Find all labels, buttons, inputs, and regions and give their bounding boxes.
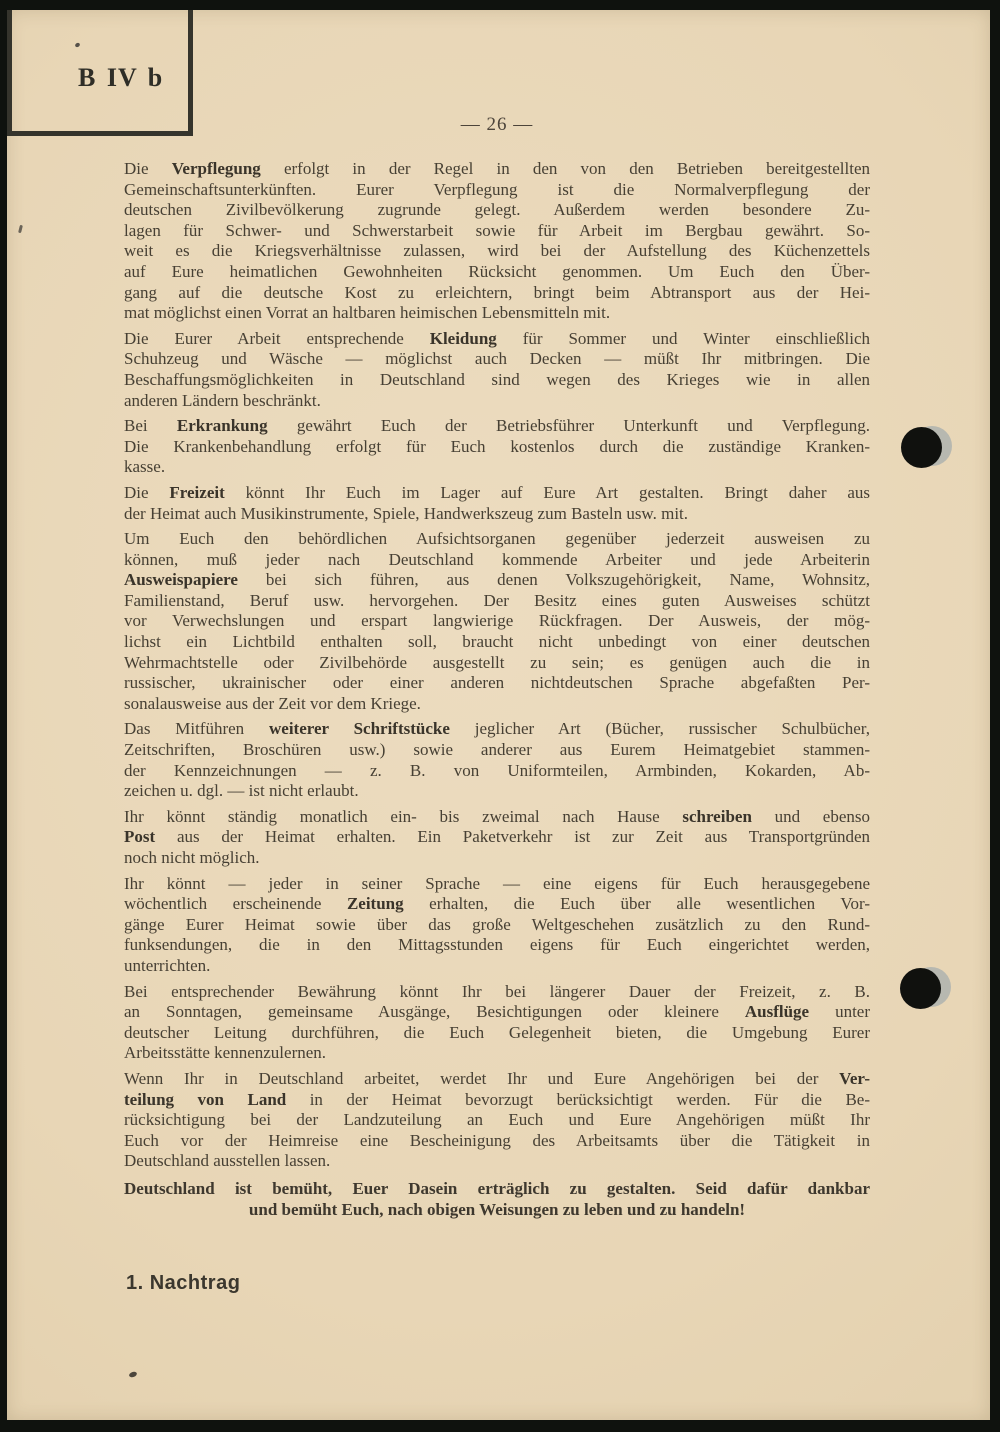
text-line <box>124 483 870 504</box>
text-line <box>124 781 870 802</box>
page-content <box>124 159 870 1220</box>
body-text: und bemüht Euch, nach obigen Weisungen zu leben und zu handeln! <box>248 1199 746 1219</box>
body-text: lichst ein Lichtbild enthalten soll, braucht nicht unbedingt von einer deutschen <box>124 632 870 652</box>
body-text: für Sommer und Winter einschließlich <box>496 328 870 348</box>
paragraph <box>124 807 870 869</box>
body-text: Wehrmachtstelle oder Zivilbehörde ausgestellt zu sein; es genügen auch die in <box>124 652 870 672</box>
text-line <box>124 1151 870 1172</box>
body-text: aus der Heimat erhalten. Ein Paketverkehr ist zur Zeit aus Transportgründen <box>155 827 870 847</box>
text-line <box>124 283 870 304</box>
text-line <box>124 1200 870 1221</box>
body-text: Beschaffungsmöglichkeiten in Deutschland sind wegen des Krieges wie in allen <box>124 369 870 389</box>
body-text: russischer, ukrainischer oder einer anderen nichtdeutschen Sprache abgefaßten Per- <box>124 673 870 693</box>
paragraph <box>124 329 870 411</box>
body-text: erfolgt in der Regel in den von den Betrieben bereitgestellten <box>260 159 870 178</box>
body-text: kasse. <box>124 457 166 477</box>
body-text: rücksichtigung bei der Landzuteilung an Euch und Eure Angehörigen müßt Ihr <box>124 1110 870 1130</box>
body-text: Bei <box>124 416 177 436</box>
text-line <box>124 1023 870 1044</box>
body-text: zeichen u. dgl. — ist nicht erlaubt. <box>124 781 359 801</box>
body-text: Deutschland ist bemüht, Euer Dasein erträglich zu gestalten. Seid dafür dankbar <box>124 1178 870 1198</box>
text-line <box>124 1179 870 1200</box>
body-text: Die Krankenbehandlung erfolgt für Euch kostenlos durch die zuständige Kranken- <box>124 436 870 456</box>
body-text: bei sich führen, aus denen Volkszugehörigkeit, Name, Wohnsitz, <box>237 570 870 590</box>
body-text: lagen für Schwer- und Schwerstarbeit sowie für Arbeit im Bergbau gewährt. So- <box>124 220 870 240</box>
text-line <box>124 329 870 350</box>
body-text: der Heimat auch Musikinstrumente, Spiele, Handwerkszeug zum Basteln usw. mit. <box>124 503 689 523</box>
body-text: Bei entsprechender Bewährung könnt Ihr bei längerer Dauer der Freizeit, z. B. <box>124 981 870 1001</box>
text-line <box>124 935 870 956</box>
body-text: Euch vor der Heimreise eine Bescheinigung des Arbeitsamts über die Tätigkeit in <box>124 1130 870 1150</box>
emphasized-text: Verpflegung <box>171 159 261 178</box>
scan-speck <box>128 1371 137 1378</box>
body-text: wöchentlich erscheinende <box>124 894 347 914</box>
emphasized-text: teilung von Land <box>124 1089 287 1109</box>
text-line <box>124 982 870 1003</box>
body-text: in der Heimat bevorzugt berücksichtigt werden. Für die Be- <box>286 1089 870 1109</box>
body-text: unter <box>809 1002 870 1022</box>
paragraph <box>124 529 870 714</box>
text-line <box>124 180 870 201</box>
text-line <box>124 894 870 915</box>
paragraph <box>124 159 870 324</box>
emphasized-text: weiterer Schriftstücke <box>269 719 450 739</box>
paragraph <box>124 416 870 478</box>
text-line <box>124 303 870 324</box>
body-text: gang auf die deutsche Kost zu erleichtern, bringt beim Abtransport aus der Hei- <box>124 282 870 302</box>
body-text: der Kennzeichnungen — z. B. von Uniformteilen, Armbinden, Kokarden, Ab- <box>124 760 870 780</box>
text-line <box>124 570 870 591</box>
text-line <box>124 529 870 550</box>
text-line <box>124 391 870 412</box>
body-text: gewährt Euch der Betriebsführer Unterkunft und Verpflegung. <box>267 416 871 436</box>
text-line <box>124 673 870 694</box>
body-text: funksendungen, die in den Mittagsstunden eigens für Euch eingerichtet werden, <box>124 935 870 955</box>
body-text: Wenn Ihr in Deutschland arbeitet, werdet Ihr und Eure Angehörigen bei der <box>124 1068 840 1088</box>
emphasized-text: Ausweispapiere <box>124 570 238 590</box>
emphasized-text: Post <box>124 827 156 847</box>
text-line <box>124 200 870 221</box>
text-line <box>124 1131 870 1152</box>
emphasized-text: Zeitung <box>346 894 404 914</box>
body-text: Deutschland ausstellen lassen. <box>124 1151 331 1171</box>
body-text: Die <box>124 482 170 502</box>
text-line <box>124 956 870 977</box>
scanned-page <box>7 10 990 1420</box>
text-line <box>124 611 870 632</box>
text-line <box>124 221 870 242</box>
text-line <box>124 1090 870 1111</box>
page-number: — 26 — <box>460 114 534 135</box>
text-line <box>124 437 870 458</box>
body-text: Zeitschriften, Broschüren usw.) sowie anderer aus Eurem Heimatgebiet stammen- <box>124 740 870 760</box>
body-text: gänge Eurer Heimat sowie über das große Weltgeschehen zusätzlich zu den Rund- <box>124 914 870 934</box>
paragraph <box>124 1069 870 1172</box>
body-text: Familienstand, Beruf usw. hervorgehen. Der Besitz eines guten Ausweises schützt <box>124 590 870 610</box>
body-text: deutschen Zivilbevölkerung zugrunde gelegt. Außerdem werden besondere Zu- <box>124 200 870 220</box>
paragraph <box>124 1179 870 1220</box>
body-text: weit es die Kriegsverhältnisse zulassen, wird bei der Aufstellung des Küchenzettels <box>124 241 870 261</box>
emphasized-text: schreiben <box>682 806 752 826</box>
body-text: auf Eure heimatlichen Gewohnheiten Rücksicht genommen. Um Euch den Über- <box>124 261 870 281</box>
paragraph <box>124 982 870 1064</box>
emphasized-text: Ver- <box>839 1068 870 1088</box>
text-line <box>124 1069 870 1090</box>
text-line <box>124 632 870 653</box>
body-text: erhalten, die Euch über alle wesentlichen Vor- <box>403 894 870 914</box>
text-line <box>124 550 870 571</box>
classification-stamp-label: B IV b <box>78 63 164 92</box>
body-text: Um Euch den behördlichen Aufsichtsorganen gegenüber jederzeit ausweisen zu <box>124 529 870 549</box>
text-line <box>124 457 870 478</box>
body-text: an Sonntagen, gemeinsame Ausgänge, Besichtigungen oder kleinere <box>124 1002 745 1022</box>
text-line <box>124 349 870 370</box>
text-line <box>124 719 870 740</box>
hole-punch-top <box>901 427 942 468</box>
text-line <box>124 807 870 828</box>
paragraph <box>124 874 870 977</box>
body-text: Die <box>124 159 172 178</box>
body-text: Ihr könnt — jeder in seiner Sprache — eine eigens für Euch herausgegebene <box>124 873 870 893</box>
body-text: Ihr könnt ständig monatlich ein- bis zweimal nach Hause <box>124 806 683 826</box>
paragraph <box>124 483 870 524</box>
emphasized-text: Kleidung <box>429 328 497 348</box>
text-line <box>124 848 870 869</box>
text-line <box>124 694 870 715</box>
text-line <box>124 827 870 848</box>
text-line <box>124 1110 870 1131</box>
text-line <box>124 416 870 437</box>
text-line <box>124 915 870 936</box>
text-line <box>124 1043 870 1064</box>
body-text: Arbeitsstätte kennenzulernen. <box>124 1043 327 1063</box>
body-text: können, muß jeder nach Deutschland kommende Arbeiter und jede Arbeiterin <box>124 549 870 569</box>
body-text: noch nicht möglich. <box>124 848 260 867</box>
paragraph <box>124 719 870 801</box>
text-line <box>124 241 870 262</box>
body-text: Die Eurer Arbeit entsprechende <box>124 328 430 348</box>
emphasized-text: Ausflüge <box>744 1002 810 1022</box>
body-text: unterrichten. <box>124 955 211 975</box>
body-text: mat möglichst einen Vorrat an haltbaren heimischen Lebensmitteln mit. <box>124 303 611 323</box>
text-line <box>124 159 870 180</box>
hole-punch-bottom <box>900 968 941 1009</box>
body-text: vor Verwechslungen und erspart langwierige Rückfragen. Der Ausweis, der mög- <box>124 611 870 631</box>
emphasized-text: Freizeit <box>169 482 225 502</box>
text-line <box>124 1002 870 1023</box>
body-text: Gemeinschaftsunterkünften. Eurer Verpflegung ist die Normalverpflegung der <box>124 179 870 199</box>
text-line <box>124 591 870 612</box>
body-text: deutscher Leitung durchführen, die Euch Gelegenheit bieten, die Umgebung Eurer <box>124 1022 870 1042</box>
scan-speck <box>18 225 23 233</box>
body-text: anderen Ländern beschränkt. <box>124 390 321 410</box>
nachtrag-heading: 1. Nachtrag <box>126 1272 241 1294</box>
text-line <box>124 262 870 283</box>
emphasized-text: Erkrankung <box>176 416 268 436</box>
text-line <box>124 653 870 674</box>
body-text: jeglicher Art (Bücher, russischer Schulbücher, <box>449 719 870 739</box>
body-text: sonalausweise aus der Zeit vor dem Kriege. <box>124 693 421 713</box>
text-line <box>124 370 870 391</box>
body-text: könnt Ihr Euch im Lager auf Eure Art gestalten. Bringt daher aus <box>224 482 870 502</box>
text-line <box>124 874 870 895</box>
body-text: und ebenso <box>751 806 871 826</box>
body-text: Schuhzeug und Wäsche — möglichst auch Decken — müßt Ihr mitbringen. Die <box>124 349 870 369</box>
body-text: Das Mitführen <box>124 719 269 739</box>
text-line <box>124 740 870 761</box>
text-line <box>124 761 870 782</box>
text-line <box>124 504 870 525</box>
